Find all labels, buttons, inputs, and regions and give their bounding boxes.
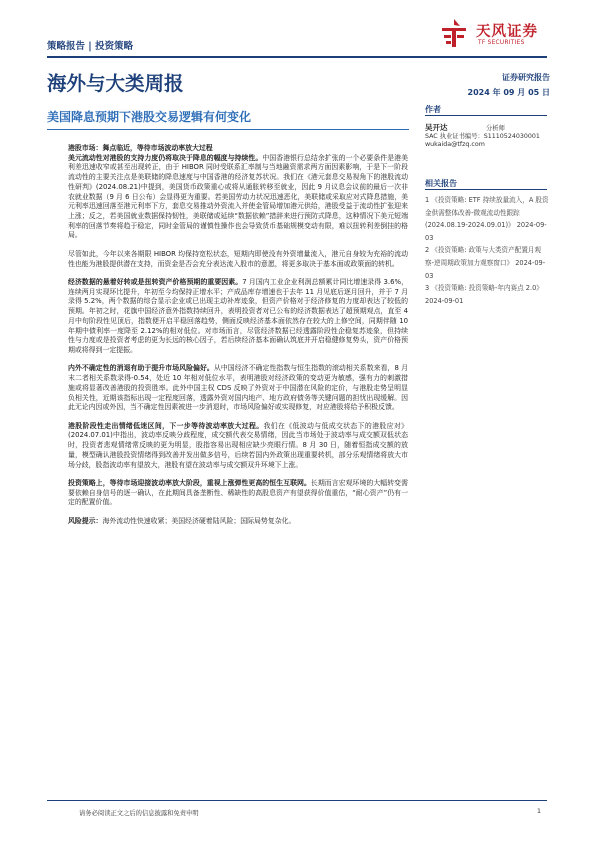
related-divider [425,189,547,190]
related-report-item[interactable]: 3 《投资策略: 投资策略-年内赛点 2.0》 2024-09-01 [425,284,543,305]
header-divider [47,56,547,58]
related-reports-heading: 相关报告 [425,179,457,188]
paragraph-risk [68,517,408,527]
report-body [68,144,408,535]
paragraph-text: 中国香港银行总结余扩张的一个必要条件是港美利差迅速收窄或甚至出现转正，由于 HIBOR 同时受联系汇率制与当地融资需求两方面因素影响，于是下一阶段流动性的主要关注点是美联储的降息速度与中国香港的经济复苏状况。我们在《港元套息交易视角下的港股流动性研判》(2024.08.21)中提到，美国货币政策重心或将从通胀转移至就业，因此 9 月议息会议前的最后一次非农就业数据（9 月 6 日公布）会显得更为重要。若美国劳动力状况迅速恶化，美联储或采取应对式降息措施，美元利率迅速回落至港元利率下方，套息交易推动外资流入并使金管局增加港元供给，港股受益于流动性扩张迎来上涨；反之，若美国就业数据保持韧性，美联储或延续“数据依赖”措辞来进行预防式降息，这种情况下美元短端利率的回落节奏将趋于稳定，同时金管局的谨慎性操作也会导致货币基础规模变动有限，难以扭转利差倒挂的格局。 [68,153,408,240]
footer-divider [47,800,547,801]
footer-disclaimer: 请务必阅读正文之后的信息披露和免责申明 [79,810,199,817]
report-title: 海外与大类周报 [47,72,184,95]
paragraph-economy [68,278,408,356]
author-details [425,133,550,149]
paragraph-lead: 经济数据的悬着好转或是扭转资产价格预期的重要因素。 [68,278,243,287]
brand-name-en: TF SECURITIES [478,40,525,46]
risk-label: 风险提示： [68,516,103,525]
logo-mark-icon [436,16,472,50]
paragraph-lead: 投资策略上，等待市场迎接波动率放大阶段，重视上涨弹性更高的恒生互联网。 [68,479,311,488]
author-name: 吴开达 [425,123,448,132]
paragraph-hibor [68,250,408,269]
section-heading: 港股市场：舞点临近，等待市场波动率放大过程 [68,144,213,152]
paragraph-text: 我们在《低波动与低成交状态下的港股应对》(2024.07.01)中指出，波动率反映分歧程度，成交额代表交易情绪，因此当市场处于波动率与成交额双低状态时，投资者悲观情绪常反映的更为明显，股指容易出现相应缺少亮眼行情。8 月 30 日，随着恒指成交额的放量，模型确认港股投资情绪得到改善并发出做多信号，后续若国内外政策出现重要转机，部分乐观情绪将放大市场分歧，股指波动率有望放大，港股有望在波动率与成交额双升环境下上涨。 [68,421,409,469]
report-type: 证券研究报告 [502,73,550,82]
paragraph-lead: 港股阶段性走出情绪低迷区间，下一步等待波动率放大过程。 [68,421,264,430]
paragraph-volatility [68,422,408,471]
authors-divider [425,115,547,116]
paragraph-text: 7 月国内工业企业利润总额累计同比增速录得 3.6%，连续两月实现环比提升，年初至今均保持正增水平；产成品库存增速也于去年 11 月见底后逐月回升，并于 7 月录得 5.2%，两个数据的综合显示企业或已出现主动补库迹象，但资产价格对于经济修复的力度却表达了较低的预期。年初之时，花旗中国经济意外指数持续回升，表明投资者对已公布的经济数据表达了超预期观点，直至 4 月中旬阶段性见顶后，指数便开启平稳回落趋势，侧面反映经济基本面依然存在较大的上修空间，同期伴随 10 年期中债利率一度降至 2.12%的相对低位。对市场而言，尽管经济数据已经透露阶段性企稳复苏迹象，但持续性与力度或是投资者考虑的更为长远的核心因子，若后续经济基本面确认筑底并开启稳健修复势头，资产价格预期或将得到一定提振。 [68,278,408,354]
report-subtitle: 美国降息预期下港股交易逻辑有何变化 [47,110,252,124]
author-email[interactable]: wukaida@tfzq.com [425,141,485,149]
authors-heading: 作者 [425,105,441,114]
related-reports-list [425,194,550,307]
author-license: SAC 执业证书编号：S1110524030001 [425,133,540,140]
author-role: 分析师 [486,125,505,132]
related-report-item[interactable]: 1 《投资策略: ETF 持续放量流入，A 股资金供需整体改善-微观流动性跟踪 (2024.08.19-2024.09.01)》 2024-09-03 [425,196,549,242]
paragraph-lead: 内外不确定性的消退有助于提升市场风险偏好。 [68,364,214,373]
brand-name: 天风证券 [476,24,538,40]
paragraph-text: 尽管如此，今年以来各期限 HIBOR 均保持宽松状态，短期内即使没有外资增量流入，港元自身较为充裕的流动性也能为港股提供潜在支持，而资金是否会充分表达流入股市的意愿，将更多取决于基本面或政策面的转机。 [68,249,408,268]
subtitle-divider [47,129,409,130]
report-date: 2024 年 09 月 05 日 [467,88,550,97]
paragraph-lead: 美元流动性对港股的支持力度仍将取决于降息的幅度与持续性。 [68,153,263,162]
paragraph-text: 从中国经济不确定性指数与恒生指数的滚动相关系数来看，8 月末二者相关系数录得-0.54，处近 10 年相对低位水平，表明港股对经济政策的变动更为敏感，强有力的刺激措施或将显著改善港股的投资胜率。此外中国主权 CDS 反映了外资对于中国潜在风险的定价，与港股走势呈明显负相关性，近期该指标出现一定程度回落，透露外资对国内地产、地方政府债务等关键问题的担忧出现缓解。因此无论内因或外因，当不确定性因素被进一步消退时，市场风险偏好或实现修复，对应港股将给予积极反馈。 [68,364,408,412]
paragraph-strategy [68,479,408,508]
page-number: 1 [537,808,542,815]
paragraph-liquidity [68,154,408,241]
report-category: 策略报告 | 投资策略 [47,41,134,52]
paragraph-text: 长期而言宏观环境的大幅转变需要依赖自身信号的逐一确认，在此期间具备垄断性、稀缺性的高股息资产有望获得价值重估，“耐心资产”仍有一定的配置价值。 [68,479,408,507]
risk-text: 海外流动性快速收紧；美国经济硬着陆风险；国际局势复杂化。 [102,516,296,525]
related-report-item[interactable]: 2 《投资策略: 政策与大类资产配置月观察-逆周期政策加力观察窗口》 2024-09-03 [425,246,546,280]
paragraph-uncertainty [68,364,408,413]
